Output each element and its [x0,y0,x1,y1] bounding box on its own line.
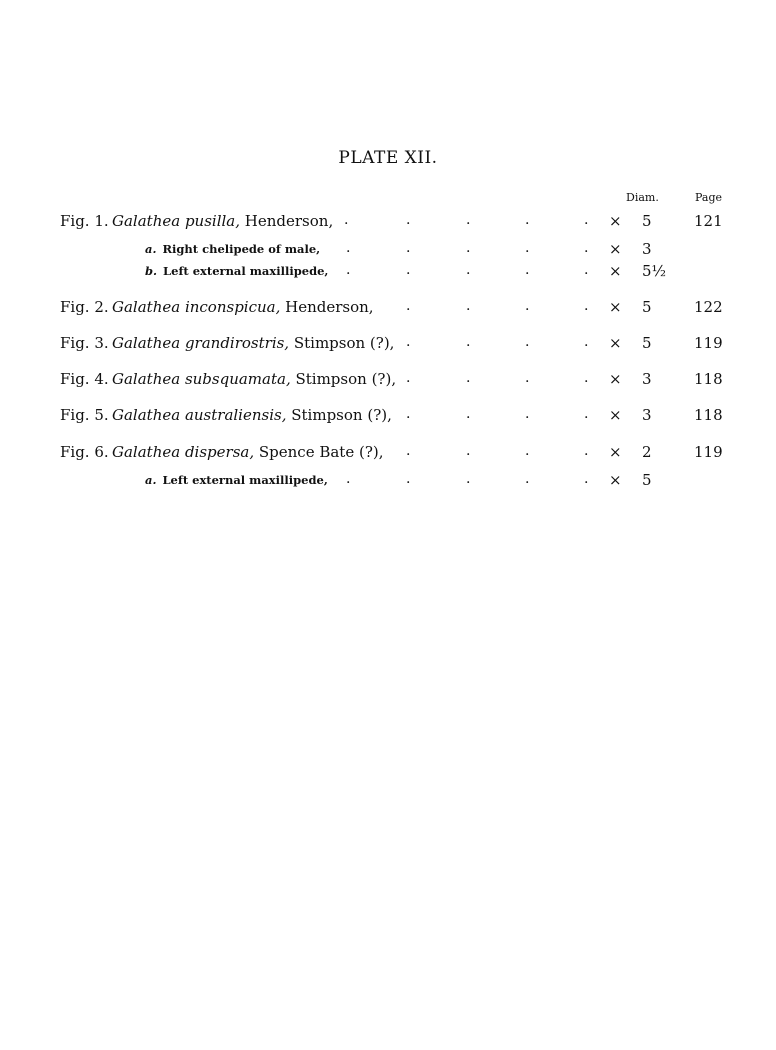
times-sign: × [609,262,622,280]
figure-caption [60,406,392,424]
species-name: Galathea inconspicua, [112,298,281,316]
leader-dot: . [346,262,351,278]
leader-dot: . [584,298,589,314]
species-author: Stimpson (?), [290,370,397,388]
leader-dot: . [466,406,471,422]
leader-dot: . [406,370,411,386]
figure-number: Fig. 5. [60,406,109,424]
figure-number: Fig. 4. [60,370,109,388]
leader-dot: . [584,240,589,256]
sub-figure-entry [0,471,776,493]
figure-caption [60,298,374,316]
leader-dot: . [584,443,589,459]
leader-dot: . [525,406,530,422]
figure-number: Fig. 3. [60,334,109,352]
leader-dot: . [525,334,530,350]
figure-entry [0,443,776,465]
sub-figure-text: Left external maxillipede, [162,473,328,487]
leader-dot: . [466,298,471,314]
sub-figure-entry [0,240,776,262]
sub-figure-caption [145,264,328,278]
leader-dot: . [525,212,530,228]
leader-dot: . [466,334,471,350]
figure-caption [60,370,396,388]
magnification: 5 [642,471,652,489]
magnification: 2 [642,443,652,461]
times-sign: × [609,298,622,316]
species-author: Stimpson (?), [289,334,395,352]
figure-entry [0,406,776,428]
times-sign: × [609,443,622,461]
figure-caption [60,443,384,461]
magnification: 3 [642,370,652,388]
species-name: Galathea australiensis, [112,406,287,424]
magnification: 5 [642,334,652,352]
page-number: 118 [694,406,723,424]
leader-dot: . [525,298,530,314]
leader-dot: . [406,298,411,314]
magnification: 5 [642,212,652,230]
leader-dot: . [525,471,530,487]
species-author: Stimpson (?), [286,406,392,424]
leader-dot: . [346,240,351,256]
leader-dot: . [525,443,530,459]
leader-dot: . [406,334,411,350]
times-sign: × [609,370,622,388]
figure-entry [0,334,776,356]
page-number: 119 [694,334,723,352]
species-name: Galathea grandirostris, [112,334,290,352]
figure-entry [0,212,776,234]
leader-dot: . [406,262,411,278]
magnification: 3 [642,240,652,258]
figure-caption [60,334,394,352]
leader-dot: . [584,370,589,386]
leader-dot: . [525,370,530,386]
leader-dot: . [466,262,471,278]
figure-number: Fig. 6. [60,443,109,461]
species-name: Galathea subsquamata, [112,370,291,388]
leader-dot: . [525,262,530,278]
leader-dot: . [406,406,411,422]
page-number: 118 [694,370,723,388]
species-author: Henderson, [280,298,374,316]
magnification: 3 [642,406,652,424]
diam-column-header: Diam. [626,191,659,204]
leader-dot: . [466,370,471,386]
species-name: Galathea pusilla, [112,212,241,230]
species-name: Galathea dispersa, [112,443,255,461]
leader-dot: . [584,262,589,278]
sub-figure-letter: a. [145,242,157,256]
leader-dot: . [466,240,471,256]
figure-entry [0,370,776,392]
page-number: 122 [694,298,723,316]
sub-figure-text: Left external maxillipede, [163,264,329,278]
sub-figure-letter: a. [145,473,157,487]
species-author: Henderson, [240,212,334,230]
page-column-header: Page [695,191,723,204]
leader-dot: . [584,406,589,422]
times-sign: × [609,334,622,352]
figure-number: Fig. 1. [60,212,109,230]
magnification: 5 [642,298,652,316]
sub-figure-letter: b. [145,264,158,278]
leader-dot: . [525,240,530,256]
page-number: 121 [694,212,723,230]
sub-figure-caption [145,473,328,487]
leader-dot: . [406,471,411,487]
leader-dot: . [406,240,411,256]
species-author: Spence Bate (?), [254,443,384,461]
figure-caption [60,212,333,230]
leader-dot: . [466,212,471,228]
leader-dot: . [344,212,349,228]
figure-number: Fig. 2. [60,298,109,316]
magnification: 5½ [642,262,667,280]
plate-title: PLATE XII. [338,148,438,168]
leader-dot: . [584,471,589,487]
sub-figure-entry [0,262,776,284]
leader-dot: . [584,334,589,350]
sub-figure-text: Right chelipede of male, [162,242,321,256]
leader-dot: . [346,471,351,487]
times-sign: × [609,406,622,424]
leader-dot: . [466,471,471,487]
leader-dot: . [584,212,589,228]
leader-dot: . [406,212,411,228]
times-sign: × [609,240,622,258]
times-sign: × [609,212,622,230]
sub-figure-caption [145,242,320,256]
figure-entry [0,298,776,320]
times-sign: × [609,471,622,489]
page-number: 119 [694,443,723,461]
leader-dot: . [466,443,471,459]
leader-dot: . [406,443,411,459]
